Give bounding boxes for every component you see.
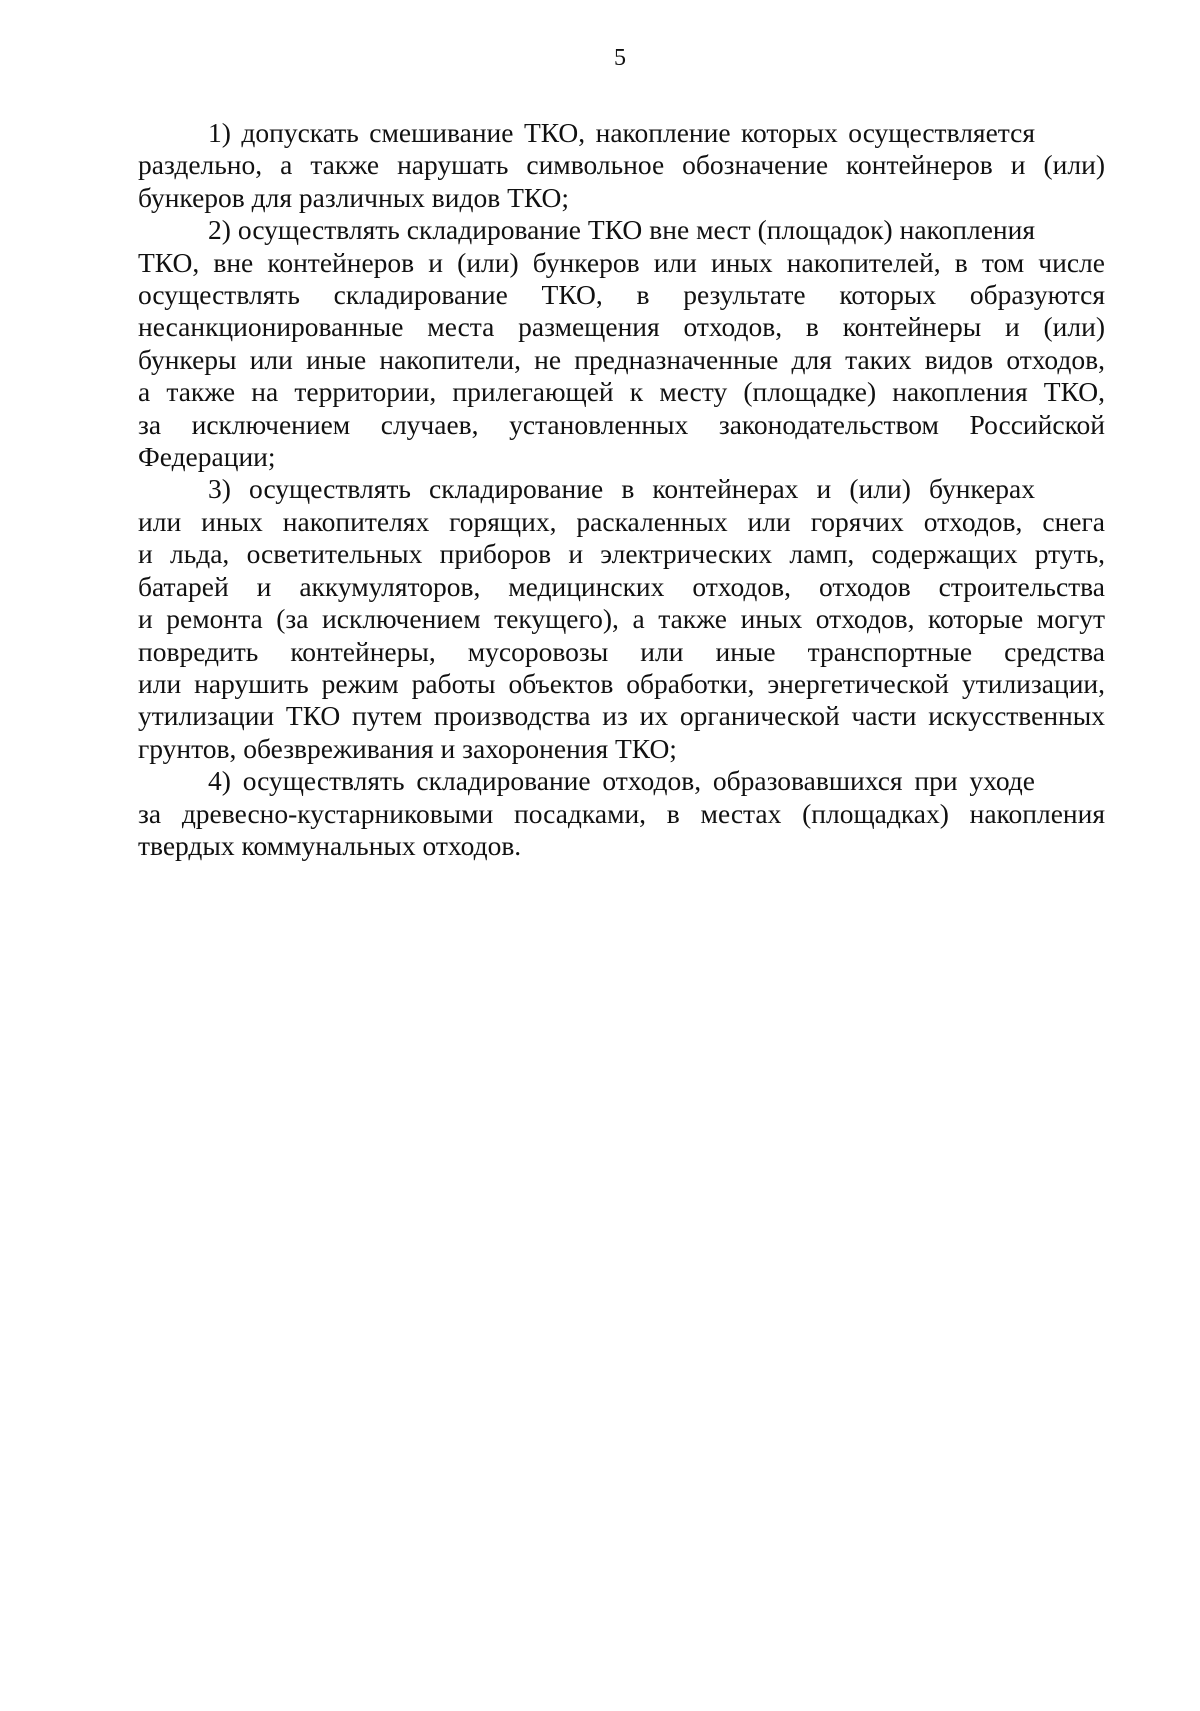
page-number: 5	[614, 45, 626, 71]
text-line: за древесно-кустарниковыми посадками, в местах (площадках) накопления	[138, 797, 1105, 829]
text-line: осуществлять складирование ТКО, в результате которых образуются	[138, 279, 1105, 311]
text-line: бункеров для различных видов ТКО;	[138, 181, 570, 213]
paragraph-3	[138, 473, 1105, 765]
text-line: а также на территории, прилегающей к месту (площадке) накопления ТКО,	[138, 376, 1105, 408]
paragraph-1	[138, 117, 1105, 214]
text-line: утилизации ТКО путем производства из их органической части искусственных	[138, 700, 1105, 732]
text-line: за исключением случаев, установленных законодательством Российской	[138, 408, 1105, 440]
text-line: или нарушить режим работы объектов обработки, энергетической утилизации,	[138, 667, 1105, 699]
text-line: грунтов, обезвреживания и захоронения ТКО;	[138, 732, 677, 764]
text-line: или иных накопителях горящих, раскаленных или горячих отходов, снега	[138, 505, 1105, 537]
text-line: Федерации;	[138, 441, 276, 473]
text-line: 3) осуществлять складирование в контейнерах и (или) бункерах	[208, 473, 1035, 505]
paragraph-2	[138, 214, 1105, 473]
text-line: ТКО, вне контейнеров и (или) бункеров или иных накопителей, в том числе	[138, 246, 1105, 278]
text-line: 1) допускать смешивание ТКО, накопление которых осуществляется	[208, 117, 1035, 148]
paragraph-4	[138, 765, 1105, 862]
text-line: несанкционированные места размещения отходов, в контейнеры и (или)	[138, 311, 1105, 343]
text-line: раздельно, а также нарушать символьное обозначение контейнеров и (или)	[138, 149, 1105, 181]
text-line: 2) осуществлять складирование ТКО вне мест (площадок) накопления	[208, 214, 1035, 246]
text-line: батарей и аккумуляторов, медицинских отходов, отходов строительства	[138, 570, 1105, 602]
text-line: повредить контейнеры, мусоровозы или иные транспортные средства	[138, 635, 1105, 667]
text-line: бункеры или иные накопители, не предназначенные для таких видов отходов,	[138, 343, 1105, 375]
text-line: и ремонта (за исключением текущего), а также иных отходов, которые могут	[138, 603, 1105, 635]
document-body	[138, 117, 1105, 862]
text-line: 4) осуществлять складирование отходов, образовавшихся при уходе	[208, 765, 1035, 797]
text-line: и льда, осветительных приборов и электрических ламп, содержащих ртуть,	[138, 538, 1105, 570]
text-line: твердых коммунальных отходов.	[138, 829, 522, 861]
